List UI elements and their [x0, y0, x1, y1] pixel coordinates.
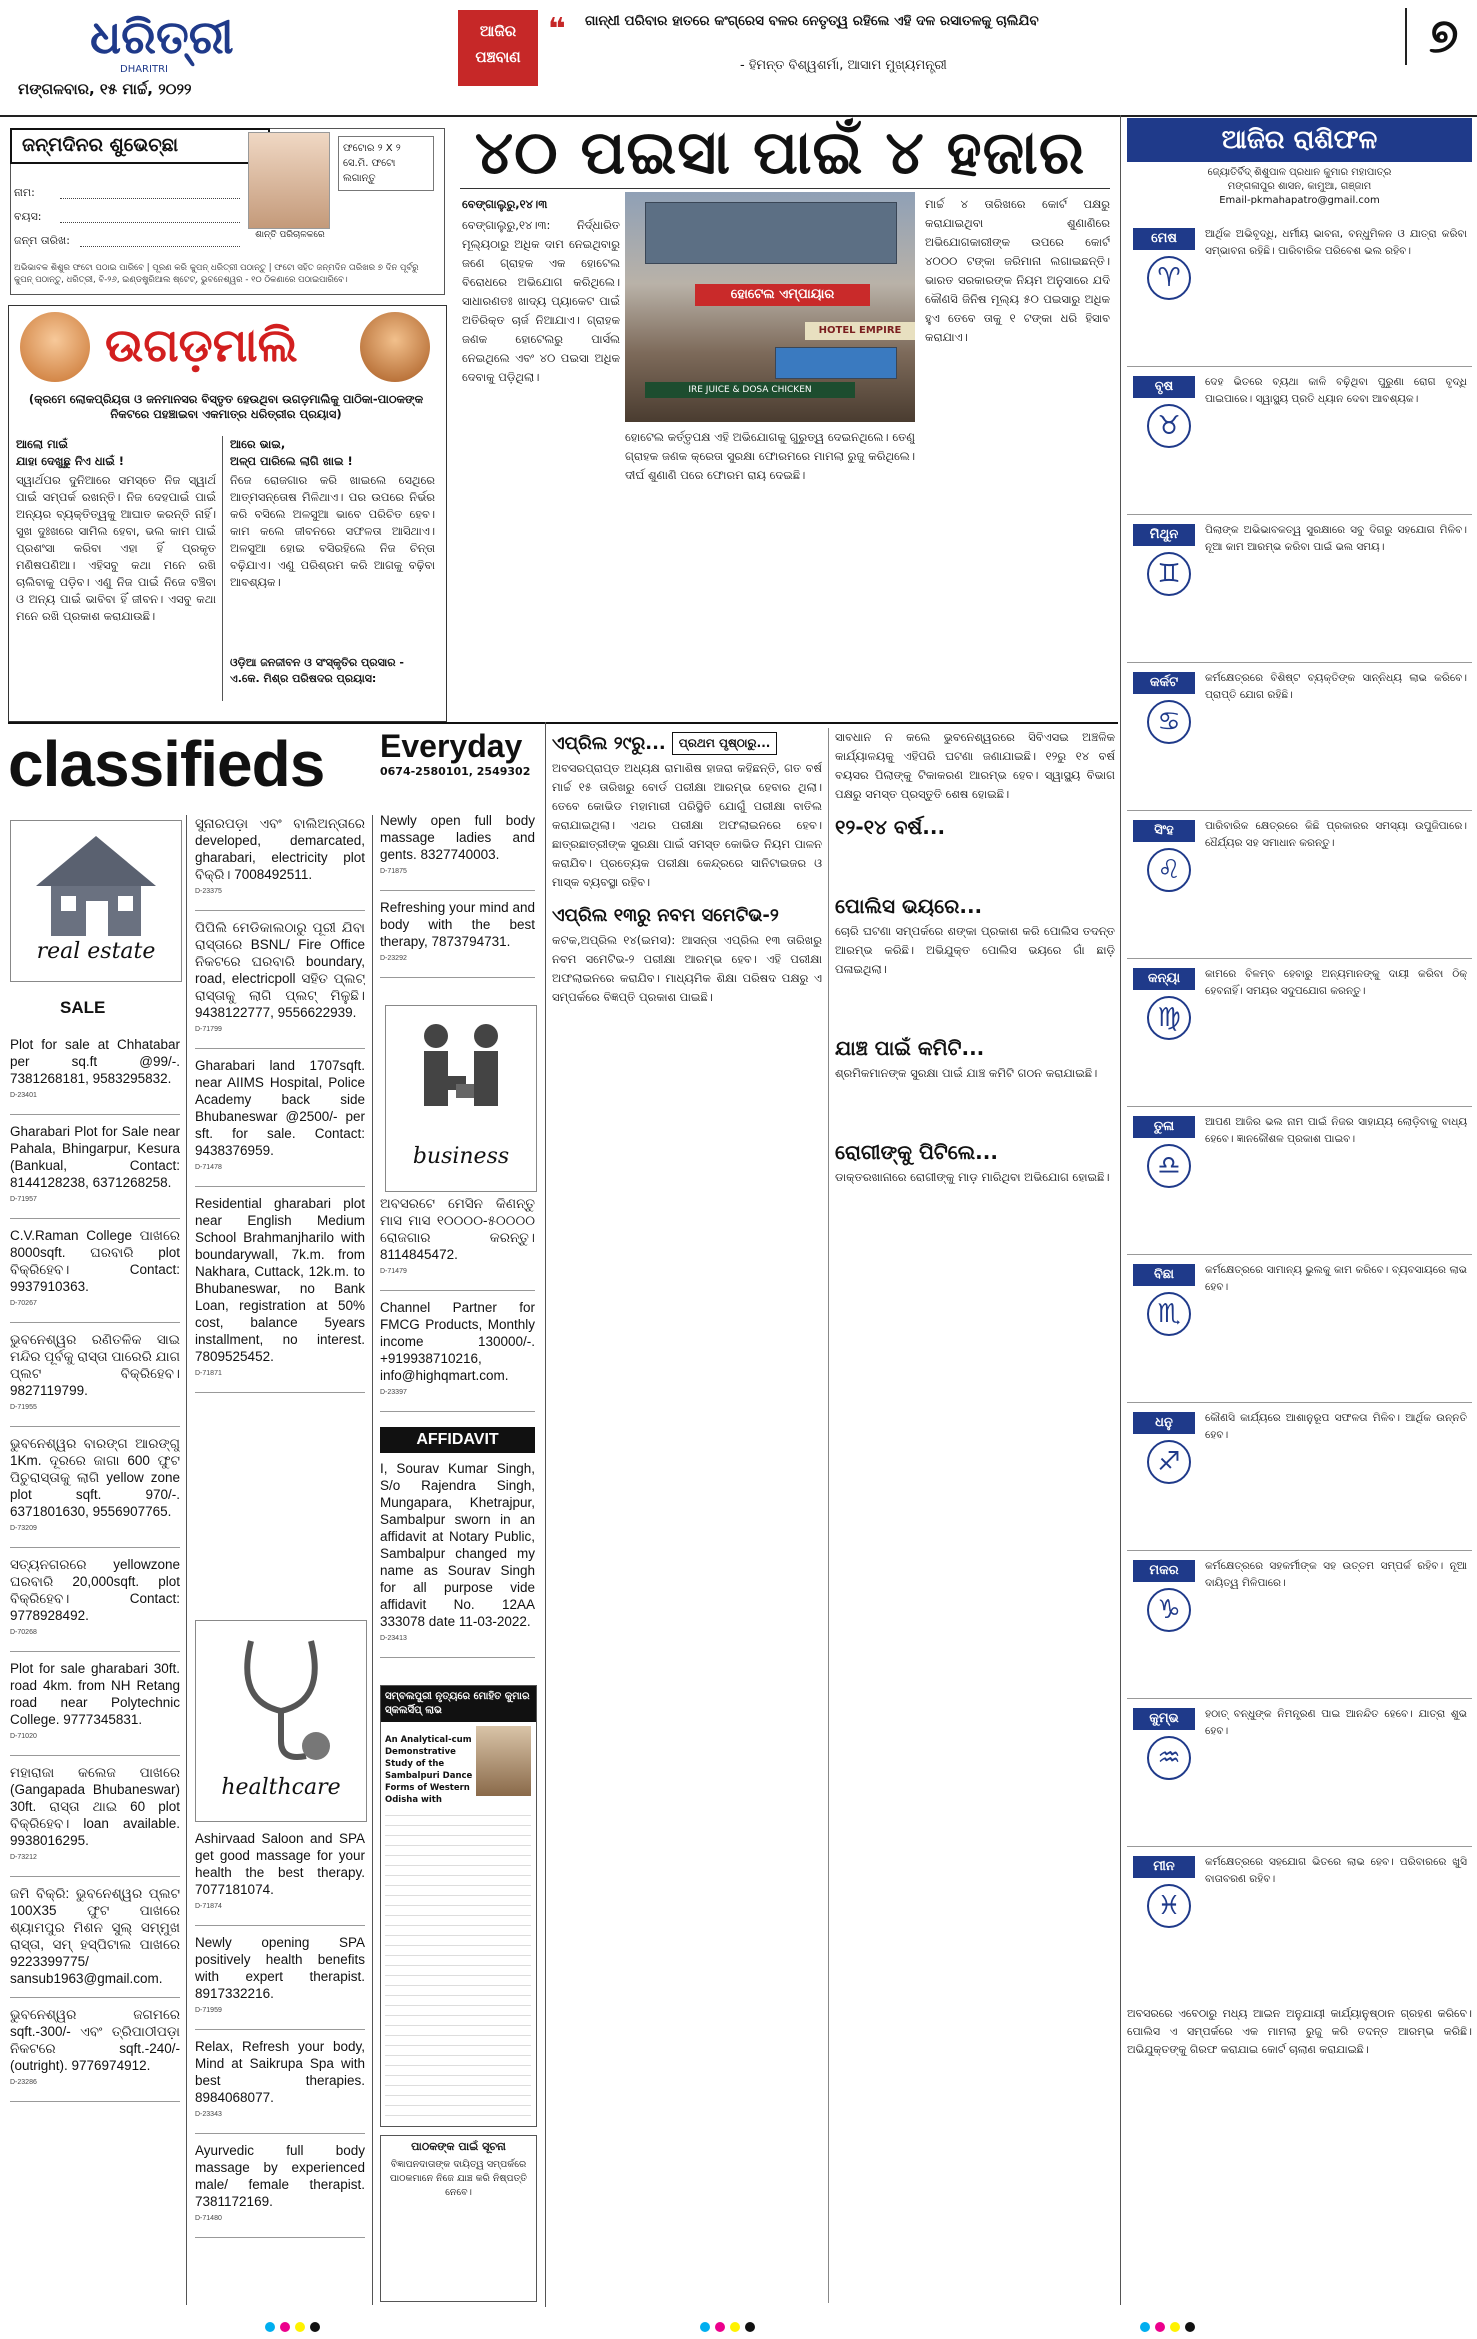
classified-ad[interactable]: [195, 815, 365, 900]
hotel-sign-odia: ହୋଟେଲ ଏମ୍ପାୟାର: [695, 284, 870, 306]
classified-ad-code: D-71957: [10, 1196, 37, 1203]
ugamali-right-column: [230, 436, 435, 651]
birthday-field-age: ବୟସ:: [14, 210, 42, 223]
classified-ad-code: D-71480: [195, 2215, 222, 2222]
rashi-row: [1127, 370, 1472, 510]
classified-ad-code: D-71959: [195, 2007, 222, 2014]
rashi-row: [1127, 666, 1472, 806]
ads-column-3b: [380, 1195, 535, 1425]
rashi-row: [1127, 1406, 1472, 1546]
classified-ad[interactable]: [10, 1660, 180, 1745]
rashi-name: ସିଂହ: [1133, 820, 1195, 842]
ad-separator: [380, 1657, 535, 1658]
registration-dot-black-2: [745, 2322, 755, 2332]
dateline: ମଙ୍ଗଳବାର, ୧୫ ମାର୍ଚ୍ଚ, ୨୦୨୨: [18, 80, 192, 98]
lead-col-1-text: ବେଙ୍ଗାଲୁରୁ,୧୪।୩: ନିର୍ଦ୍ଧାରିତ ମୂଲ୍ୟଠାରୁ ଅଧିକ ଦାମ ନେଇଥିବାରୁ ଜଣେ ଗ୍ରାହକ ଏକ ହୋଟେଲ ବିରୋଧରେ ଅଭିଯୋଗ କରିଥିଲେ। ସାଧାରଣତଃ ଖାଦ୍ୟ ପ୍ୟାକେଟ ପାଇଁ ଅତିରିକ୍ତ ଚାର୍ଜ ନିଆଯାଏ। ଗ୍ରାହକ ଜଣକ ହୋଟେଲରୁ ପାର୍ସଲ ନେଇଥିଲେ ଏବଂ ୪୦ ପଇସା ଅଧିକ ଦେବାକୁ ପଡ଼ିଥିଲା।: [462, 218, 620, 384]
registration-dot-black: [310, 2322, 320, 2332]
continued-sub-3: ପୋଲିସ ଭୟରେ...: [835, 894, 983, 918]
classified-ad[interactable]: [380, 899, 535, 967]
continued-divider: [545, 722, 546, 2307]
cartoon-face-right-icon: [360, 312, 430, 382]
rashi-name: କର୍କଟ: [1133, 672, 1195, 694]
registration-dot-cyan: [265, 2322, 275, 2332]
classifieds-title: classifieds: [8, 728, 325, 800]
classified-ad-text: ସୁନାରପଡ଼ା ଏବଂ ବାଲିଅନ୍ତାରେ developed, demarcated, gharabari, electricity plot ବିକ୍ରି। 7008492511.: [195, 816, 365, 882]
newspaper-logo-sub: DHARITRI: [120, 64, 168, 75]
continued-sub-5: ରୋଗୀଙ୍କୁ ପିଟିଲେ...: [835, 1140, 998, 1164]
quote-text: ଗାନ୍ଧୀ ପରିବାର ହାତରେ କଂଗ୍ରେସ ବଳର ନେତୃତ୍ୱ ରହିଲେ ଏହି ଦଳ ରସାତଳକୁ ଚାଲିଯିବ: [585, 13, 1039, 29]
rashi-row: [1127, 814, 1472, 954]
rashi-name: ବୃଷ: [1133, 376, 1195, 398]
classified-ad[interactable]: [10, 1227, 180, 1312]
ad-separator: [380, 890, 535, 891]
classified-ad[interactable]: [10, 2006, 180, 2091]
continued-divider-2: [828, 728, 829, 2303]
author-photo: [476, 1726, 531, 1796]
ads-divider-1: [186, 815, 187, 2305]
registration-dot-cyan-3: [1140, 2322, 1150, 2332]
rashi-separator: [1127, 1106, 1472, 1107]
ad-separator: [10, 1997, 180, 1998]
rashi-name: ବିଛା: [1133, 1264, 1195, 1286]
classified-ad[interactable]: [10, 1036, 180, 1104]
lead-col-2: [625, 428, 915, 715]
ad-separator: [380, 977, 535, 978]
ads-column-1: [10, 1036, 180, 2306]
birthday-line-age[interactable]: [60, 222, 240, 223]
classified-ad-text: ଭୁବନେଶ୍ୱର ଜଗମରେ sqft.-300/- ଏବଂ ତ୍ରିପାଠୀପଡ଼ା ନିକଟରେ sqft.-240/- (outright). 9776974912.: [10, 2007, 180, 2073]
rashi-text: କାମରେ ବିଳମ୍ବ ହେବାରୁ ଅନ୍ୟମାନଙ୍କୁ ଦାୟୀ କରିବା ଠିକ୍ ହେବନାହିଁ। ସମୟର ସଦୁପଯୋଗ କରନ୍ତୁ।: [1205, 968, 1467, 997]
classified-ad[interactable]: [10, 1331, 180, 1416]
rashi-separator: [1127, 662, 1472, 663]
zodiac-icon: ♊: [1147, 552, 1191, 596]
lead-col-3: [925, 195, 1110, 715]
classified-ad-text: C.V.Raman College ପାଖରେ 8000sqft. ଘରବାରି plot ବିକ୍ରିହେବ। Contact: 9937910363.: [10, 1228, 180, 1294]
rashi-text: ଦେହ ଭିତରେ ବ୍ୟଥା କାଳି ବଢ଼ିଥିବା ପୁରୁଣା ରୋଗ ବୃଦ୍ଧି ପାଇପାରେ। ସ୍ୱାସ୍ଥ୍ୟ ପ୍ରତି ଧ୍ୟାନ ଦେବା ଆବଶ୍ୟକ।: [1205, 376, 1467, 405]
book-text: An Analytical-cum Demonstrative Study of the Sambalpuri Dance Forms of Western Odisha with: [385, 1735, 473, 1805]
classified-ad-code: D-23375: [195, 888, 222, 895]
book-box: [380, 1685, 537, 2127]
classified-ad-code: D-23413: [380, 1635, 407, 1642]
classified-ad-text: Ashirvaad Saloon and SPA get good massage for your health the best therapy. 7077181074.: [195, 1831, 365, 1897]
rashi-separator: [1127, 514, 1472, 515]
rashi-row: [1127, 518, 1472, 658]
zodiac-icon: ♒: [1147, 1736, 1191, 1780]
classifieds-everyday: [380, 728, 535, 780]
ad-separator: [10, 1876, 180, 1877]
registration-dot-black-3: [1185, 2322, 1195, 2332]
classified-ad[interactable]: [380, 1460, 535, 1647]
rashi-separator: [1127, 1254, 1472, 1255]
rashiphala-author: ଜ୍ୟୋତିର୍ବିଦ୍ ଶିଶୁପାଳ ପ୍ରଧାନ କୁମାର ମହାପାତ୍ର ମଙ୍ଗଳାପୁର ଶାସନ, କାମୁଆ, ଗଞ୍ଜାମ Email-pkmahapatro@gmail.com: [1207, 167, 1392, 206]
classified-ad[interactable]: [195, 1057, 365, 1176]
rashi-name: କନ୍ୟା: [1133, 968, 1195, 990]
birthday-photo-info: ଫଟୋର ୨ X ୨ ସେ.ମି. ଫଟୋ ଲଗାନ୍ତୁ: [338, 136, 434, 191]
birthday-line-name[interactable]: [60, 198, 240, 199]
rashi-row: [1127, 1258, 1472, 1398]
page-number: ୭: [1405, 8, 1458, 65]
registration-dot-magenta-2: [715, 2322, 725, 2332]
ad-separator: [380, 1290, 535, 1291]
continued-sub-4: ଯାଞ୍ଚ ପାଇଁ କମିଟି...: [835, 1036, 985, 1060]
zodiac-icon: ♌: [1147, 848, 1191, 892]
classified-ad-code: D-71020: [10, 1733, 37, 1740]
classified-ad[interactable]: [195, 919, 365, 1038]
ad-separator: [380, 1411, 535, 1412]
registration-dot-yellow-3: [1170, 2322, 1180, 2332]
registration-dot-magenta-3: [1155, 2322, 1165, 2332]
rashi-separator: [1127, 366, 1472, 367]
rashi-text: ପିଲାଙ୍କ ଅଭିଭାବକତ୍ୱ ସୁରକ୍ଷାରେ ସବୁ ଦିଗରୁ ସହଯୋଗ ମିଳିବ। ନୂଆ କାମ ଆରମ୍ଭ କରିବା ପାଇଁ ଭଲ ସମୟ।: [1205, 524, 1467, 553]
lead-col-1: [462, 195, 620, 715]
cartoon-face-left-icon: [20, 312, 90, 382]
zodiac-icon: ♐: [1147, 1440, 1191, 1484]
ad-separator: [195, 1048, 365, 1049]
rashi-separator: [1127, 1698, 1472, 1699]
ad-separator: [195, 1925, 365, 1926]
birthday-field-dob: ଜନ୍ମ ତାରିଖ:: [14, 234, 70, 247]
classified-ad-code: D-71874: [195, 1903, 222, 1910]
ad-separator: [195, 2133, 365, 2134]
rashi-name: ମିଥୁନ: [1133, 524, 1195, 546]
rashi-separator: [1127, 810, 1472, 811]
classified-ad[interactable]: [195, 1830, 365, 1915]
rashiphala-footer-story: ଅବସରରେ ଏବେଠାରୁ ମଧ୍ୟ ଆଇନ ଅନୁଯାୟୀ କାର୍ଯ୍ୟାନୁଷ୍ଠାନ ଗ୍ରହଣ କରିବେ। ପୋଲିସ ଏ ସମ୍ପର୍କରେ ଏକ ମାମଲା ରୁଜୁ କରି ତଦନ୍ତ ଆରମ୍ଭ କରିଛି। ଅଭିଯୁକ୍ତଙ୍କୁ ଗିରଫ କରାଯାଇ କୋର୍ଟ ଚାଲାଣ କରାଯାଇଛି।: [1127, 2007, 1472, 2056]
continued-sub-1: ଏପ୍ରିଲ ୧୩ରୁ ନବମ ସମେଟିଭ-୨: [552, 905, 779, 926]
classified-ad-text: Residential gharabari plot near English Medium School Brahmanjharilo with boundarywall, 7k.m. from Nakhara, Cuttack, 12k.m. to Bhubaneswar, no Bank Loan, registration at 50% cost, balance 5years installment, no interest. 7809525452.: [195, 1196, 365, 1364]
ad-separator: [10, 1651, 180, 1652]
rashi-text: କର୍ମକ୍ଷେତ୍ରରେ ସହଯୋଗ ଭିତରେ ଲାଭ ହେବ। ପରିବାରରେ ଖୁସି ବାତାବରଣ ରହିବ।: [1205, 1856, 1467, 1885]
zodiac-icon: ♈: [1147, 256, 1191, 300]
continued-col-1-text: ଅବସରପ୍ରାପ୍ତ ଅଧ୍ୟକ୍ଷ ରାମାଶିଷ ହାଜରା କହିଛନ୍ତି, ଗତ ବର୍ଷ ମାର୍ଚ୍ଚ ୧୫ ତାରିଖରୁ ବୋର୍ଡ ପରୀକ୍ଷା ଆରମ୍ଭ ହେବାର ଥିଲା। ତେବେ କୋଭିଡ ମହାମାରୀ ପରିସ୍ଥିତି ଯୋଗୁଁ ପରୀକ୍ଷା ବାତିଲ କରାଯାଇଥିଲା। ଏଥର ପରୀକ୍ଷା ଅଫଲାଇନରେ ହେବ। ଛାତ୍ରଛାତ୍ରୀଙ୍କ ସୁରକ୍ଷା ପାଇଁ ସମସ୍ତ କୋଭିଡ ନିୟମ ପାଳନ କରାଯିବ। ପ୍ରତ୍ୟେକ ପରୀକ୍ଷା କେନ୍ଦ୍ରରେ ସାନିଟାଇଜର ଓ ମାସ୍କ ବ୍ୟବସ୍ଥା ରହିବ।: [552, 761, 822, 889]
house-icon: [11, 821, 181, 941]
continued-col-1: [552, 728, 822, 2303]
rashi-row: [1127, 1850, 1472, 1990]
classified-ad-text: ଅବସରଟେ ମେସିନ କିଣନ୍ତୁ ମାସ ମାସ ୧୦୦୦୦-୫୦୦୦୦ ରୋଜଗାର କରନ୍ତୁ। 8114845472.: [380, 1196, 535, 1262]
rashi-text: କର୍ମକ୍ଷେତ୍ରରେ ବିଶିଷ୍ଟ ବ୍ୟକ୍ତିଙ୍କ ସାନ୍ନିଧ୍ୟ ଲାଭ କରିବେ। ପ୍ରାପ୍ତି ଯୋଗ ରହିଛି।: [1205, 672, 1467, 701]
today-label-2: ପଞ୍ଚବାଣ: [475, 48, 521, 66]
hotel-window-upper: [645, 202, 897, 264]
classified-ad[interactable]: [195, 1195, 365, 1382]
rashi-name: ତୁଳା: [1133, 1116, 1195, 1138]
lead-dateline: ବେଙ୍ଗାଲୁରୁ,୧୪।୩: [462, 197, 548, 211]
classified-ad-code: D-70268: [10, 1629, 37, 1636]
rashi-row: [1127, 962, 1472, 1102]
classified-ad[interactable]: [195, 2038, 365, 2123]
classified-ad[interactable]: [380, 1299, 535, 1401]
birthday-note: ଅଭିଭାବକ ଶିଶୁର ଫଟୋ ପଠାଇ ପାରିବେ | ପୂରଣ କରି କୁପନ୍ ଧରିତ୍ରୀ ପଠାନ୍ତୁ | ଫଟୋ ସହିତ ଜନ୍ମଦିନ ତାରିଖର ୭ ଦିନ ପୂର୍ବରୁ କୁପନ୍ ପଠାନ୍ତୁ, ଧରିତ୍ରୀ, ବି-୨୬, ଇଣ୍ଡଷ୍ଟ୍ରିଆଲ ଷ୍ଟେଟ୍, ଭୁବନେଶ୍ୱର - ୧୦ ଠିକଣାରେ ପଠାଇପାରିବେ।: [14, 263, 419, 285]
everyday-label: Everyday: [380, 728, 523, 764]
zodiac-icon: ♑: [1147, 1588, 1191, 1632]
ad-separator: [10, 1322, 180, 1323]
rashi-row: [1127, 222, 1472, 362]
rashiphala-title: ଆଜିର ରାଶିଫଳ: [1127, 118, 1472, 162]
classified-ad-text: ଭୁବନେଶ୍ୱର ରଣିତଳିକ ସାଇ ମନ୍ଦିର ପୂର୍ବକୁ ରାସ୍ତା ପାରେରି ଯାଗ ପ୍ଲଟ ବିକ୍ରିହେବ। 9827119799.: [10, 1332, 180, 1398]
registration-dot-yellow-2: [730, 2322, 740, 2332]
lead-col-3-text: ମାର୍ଚ୍ଚ ୪ ତାରିଖରେ କୋର୍ଟ ପକ୍ଷରୁ କରାଯାଇଥିବା ଶୁଣାଣିରେ ଅଭିଯୋଗକାରୀଙ୍କ ଉପରେ କୋର୍ଟ ୪୦୦୦ ଟଙ୍କା ଜରିମାନା ଲଗାଇଛନ୍ତି। ଭାରତ ସରକାରଙ୍କ ନିୟମ ଅନୁସାରେ ଯଦି କୌଣସି ଜିନିଷ ମୂଲ୍ୟ ୫୦ ପଇସାରୁ ଅଧିକ ହୁଏ ତେବେ ତାକୁ ୧ ଟଙ୍କା ଧରି ହିସାବ କରାଯାଏ।: [925, 197, 1110, 344]
classifieds-top-rule: [8, 722, 1118, 724]
book-body-text-block: [385, 1806, 531, 2116]
real-estate-label: real estate: [36, 939, 156, 964]
from-first-page-tag[interactable]: ପ୍ରଥମ ପୃଷ୍ଠାରୁ...: [672, 732, 778, 755]
classified-ad-text: I, Sourav Kumar Singh, S/o Rajendra Singh, Mungapara, Khetrajpur, Sambalpur sworn in an affidavit at Notary Public, Sambalpur changed my name as Sourav Singh for all purpose vide affidavit No. 12AA 333078 date 11-03-2022.: [380, 1461, 535, 1629]
classified-ad-text: ସତ୍ୟନଗରରେ yellowzone ଘରବାରି 20,000sqft. plot ବିକ୍ରିହେବ। Contact: 9778928492.: [10, 1557, 180, 1623]
rashi-separator: [1127, 1402, 1472, 1403]
classified-ad-code: D-73209: [10, 1525, 37, 1532]
zodiac-icon: ♏: [1147, 1292, 1191, 1336]
classified-ad-text: Plot for sale gharabari 30ft. road 4km. from NH Retang road near Polytechnic College. 9777345831.: [10, 1661, 180, 1727]
ugamali-footer: ଓଡ଼ିଆ ଜନଜୀବନ ଓ ସଂସ୍କୃତିର ପ୍ରସାର - ଏ.କେ. ମିଶ୍ର ପରିଷଦର ପ୍ରୟାସ:: [230, 656, 404, 685]
zodiac-icon: ♎: [1147, 1144, 1191, 1188]
classifieds-phone[interactable]: 0674-2580101, 2549302: [380, 765, 531, 778]
classified-ad-code: D-70267: [10, 1300, 37, 1307]
classified-ad-text: Gharabari land 1707sqft. near AIIMS Hospital, Police Academy back side Bhubaneswar @2500/- per sft. for sale. Contact: 9438376959.: [195, 1058, 365, 1158]
classified-ad[interactable]: [195, 2142, 365, 2227]
rashi-divider: [1120, 115, 1121, 2305]
classified-ad-text: Plot for sale at Chhatabar per sq.ft @99/-. 7381268181, 9583295832.: [10, 1037, 180, 1086]
ugamali-right-body: ନିଜେ ରୋଜଗାର କରି ଖାଇଲେ ସେଥିରେ ଆତ୍ମସନ୍ତୋଷ ମିଳିଥାଏ। ପର ଉପରେ ନିର୍ଭର କରି ବସିଲେ ଅଳସୁଆ ଭାବେ ପରିଚିତ ହେବ। କାମ କଲେ ଜୀବନରେ ସଫଳତା ଆସିଥାଏ। ଅଳସୁଆ ହୋଇ ବସିରହିଲେ ନିଜ ଚିନ୍ତା ବଢ଼ିଯାଏ। ଏଣୁ ପରିଶ୍ରମ କରି ଆଗକୁ ବଢ଼ିବା ଆବଶ୍ୟକ।: [230, 473, 435, 589]
classified-ad-code: D-23343: [195, 2111, 222, 2118]
ad-separator: [10, 1218, 180, 1219]
business-label: business: [412, 1144, 510, 1169]
hotel-billboard: [775, 347, 897, 379]
ugamali-title: ଉଗଡ଼ମାଲି: [105, 318, 298, 372]
zodiac-icon: ♋: [1147, 700, 1191, 744]
registration-dot-magenta: [280, 2322, 290, 2332]
zodiac-icon: ♓: [1147, 1884, 1191, 1928]
hotel-photo: [625, 192, 915, 422]
classified-ad[interactable]: [10, 1435, 180, 1537]
ads-divider-2: [372, 815, 373, 2305]
ugamali-right-head: ଆରେ ଭାଇ, ଅଳ୍ପ ପାରିଲେ ଲାଗି ଖାଇ !: [230, 437, 353, 468]
affidavit-heading: AFFIDAVIT: [380, 1427, 535, 1453]
healthcare-label: healthcare: [221, 1775, 341, 1800]
zodiac-icon: ♍: [1147, 996, 1191, 1040]
classified-ad-code: D-23397: [380, 1389, 407, 1396]
rashi-name: ମୀନ: [1133, 1856, 1195, 1878]
classified-ad-code: D-23401: [10, 1092, 37, 1099]
ad-separator: [10, 1426, 180, 1427]
registration-dot-yellow: [295, 2322, 305, 2332]
rashi-separator: [1127, 1846, 1472, 1847]
rashi-text: ହଠାତ୍ ବନ୍ଧୁଙ୍କ ନିମନ୍ତ୍ରଣ ପାଇ ଆନନ୍ଦିତ ହେବେ। ଯାତ୍ରା ଶୁଭ ହେବ।: [1205, 1708, 1467, 1737]
rashi-row: [1127, 1554, 1472, 1694]
birthday-field-name: ନାମ:: [14, 186, 35, 199]
classified-ad-text: Relax, Refresh your body, Mind at Saikrupa Spa with best therapies. 8984068077.: [195, 2039, 365, 2105]
quote-author: - ହିମନ୍ତ ବିଶ୍ୱଶର୍ମା, ଆସାମ ମୁଖ୍ୟମନ୍ତ୍ରୀ: [740, 58, 947, 73]
classified-ad-text: ମହାରାଜା କଲେଜ ପାଖରେ (Gangapada Bhubaneswar) 30ft. ରାସ୍ତା ଥାଇ 60 plot ବିକ୍ରିହେବ। loan available. 9938016295.: [10, 1765, 180, 1848]
newspaper-logo[interactable]: ଧରିତ୍ରୀ: [90, 10, 234, 64]
birthday-photo: [248, 132, 330, 229]
rashi-row: [1127, 1702, 1472, 1842]
healthcare-box: [195, 1620, 367, 1822]
rashi-separator: [1127, 1550, 1472, 1551]
classified-ad[interactable]: [10, 1123, 180, 1208]
classified-ad-code: D-71875: [380, 868, 407, 875]
continued-col-2-text: ସାବଧାନ ନ କଲେ ଭୁବନେଶ୍ୱରରେ ସିବିଏସଇ ଅଞ୍ଚଳିକ କାର୍ଯ୍ୟାଳୟକୁ ଏହିପରି ଘଟଣା ଜଣାଯାଇଛି। ୧୨ରୁ ୧୪ ବର୍ଷ ବୟସର ପିଲାଙ୍କୁ ଟିକାକରଣ ଆରମ୍ଭ ହେବ। ସ୍ୱାସ୍ଥ୍ୟ ବିଭାଗ ପକ୍ଷରୁ ସମସ୍ତ ପ୍ରସ୍ତୁତି ଶେଷ ହୋଇଛି।: [835, 730, 1115, 801]
classified-ad-code: D-73212: [10, 1854, 37, 1861]
ad-separator: [195, 1186, 365, 1187]
ad-separator: [195, 910, 365, 911]
rashi-text: ଆର୍ଥିକ ଅଭିବୃଦ୍ଧି, ଧର୍ମୀୟ ଭାବନା, ବନ୍ଧୁମିଳନ ଓ ଯାତ୍ରା କରିବା ସମ୍ଭାବନା ରହିଛି। ପାରିବାରିକ ପରିବେଶ ଭଲ ରହିବ।: [1205, 228, 1467, 257]
classified-ad-text: Refreshing your mind and body with the best therapy, 7873794731.: [380, 900, 535, 949]
rashi-separator: [1127, 958, 1472, 959]
classified-ad-text: ଭୁବନେଶ୍ୱର ବାରଙ୍ଗ ଆରଙ୍ଗୁ 1Km. ଦୂରରେ ଜାଗା 600 ଫୁଟ ପିଚୁରାସ୍ତାକୁ ଲାଗି yellow zone plot sqft. 970/-. 6371801630, 9556907765.: [10, 1436, 180, 1519]
today-label-1: ଆଜିର: [479, 22, 517, 40]
sale-heading: SALE: [60, 998, 106, 1017]
ugamali-divider: [222, 436, 223, 701]
rashi-text: ପାରିବାରିକ କ୍ଷେତ୍ରରେ କିଛି ପ୍ରକାରର ସମସ୍ୟା ଉପୁଜିପାରେ। ଧୈର୍ଯ୍ୟର ସହ ସମାଧାନ କରନ୍ତୁ।: [1205, 820, 1467, 849]
classified-ad-text: Gharabari Plot for Sale near Pahala, Bhingarpur, Kesura (Bankual, Contact: 8144128238, 6371268258.: [10, 1124, 180, 1190]
classified-ad-text: Channel Partner for FMCG Products, Monthly income 130000/-. +919938710216, info@highqmart.com.: [380, 1300, 535, 1383]
continued-col-2c-text: ଶ୍ରମିକମାନଙ୍କ ସୁରକ୍ଷା ପାଇଁ ଯାଞ୍ଚ କମିଟି ଗଠନ କରାଯାଇଛି।: [835, 1066, 1098, 1080]
lead-headline[interactable]: ୪୦ ପଇସା ପାଇଁ ୪ ହଜାର: [474, 118, 1086, 188]
reader-notice-title: ପାଠକଙ୍କ ପାଇଁ ସୂଚନା: [411, 2140, 506, 2153]
classified-ad-text: ପିପିଲି ମେଡିକାଲଠାରୁ ପୂରୀ ଯିବା ରାସ୍ତାରେ BSNL/ Fire Office ନିକଟରେ ଘରବାରି boundary, road, electricpoll ସହିତ ପ୍ଲଟ୍ ରାସ୍ତାକୁ ଲାଗି ପ୍ଲଟ୍ ମିଳୁଛି। 9438122777, 9556622939.: [195, 920, 365, 1020]
continued-col-2: [835, 728, 1115, 2303]
classified-ad[interactable]: [195, 1934, 365, 2019]
continued-sub-2: ୧୨-୧୪ ବର୍ଷ...: [835, 815, 946, 839]
business-people-icon: [386, 1006, 536, 1146]
rashi-text: କର୍ମକ୍ଷେତ୍ରରେ ସହକର୍ମୀଙ୍କ ସହ ଉତ୍ତମ ସମ୍ପର୍କ ରହିବ। ନୂଆ ଦାୟିତ୍ୱ ମିଳିପାରେ।: [1205, 1560, 1467, 1589]
quote-icon: ❝: [548, 12, 566, 47]
ad-separator: [195, 2237, 365, 2238]
rashi-name: ଧନୁ: [1133, 1412, 1195, 1434]
real-estate-box: [10, 820, 182, 982]
reader-notice-text: ବିଜ୍ଞାପନଦାତାଙ୍କ ଦାୟିତ୍ୱ ସମ୍ପର୍କରେ ପାଠକମାନେ ନିଜେ ଯାଞ୍ଚ କରି ନିଷ୍ପତ୍ତି ନେବେ।: [389, 2159, 528, 2198]
ad-separator: [10, 1114, 180, 1115]
hotel-sign-english: HOTEL EMPIRE: [805, 322, 915, 340]
lead-col-2-text: ହୋଟେଲ କର୍ତ୍ତୃପକ୍ଷ ଏହି ଅଭିଯୋଗକୁ ଗୁରୁତ୍ୱ ଦେଇନଥିଲେ। ତେଣୁ ଗ୍ରାହକ ଜଣକ କ୍ରେତା ସୁରକ୍ଷା ଫୋରମରେ ମାମଲା ରୁଜୁ କରିଥିଲେ। ଦୀର୍ଘ ଶୁଣାଣି ପରେ ଫୋରମ ରାୟ ଦେଇଛି।: [625, 430, 915, 482]
classified-ad-code: D-71479: [380, 1268, 407, 1275]
continued-col-1b-text: କଟକ,ଅପ୍ରିଲ ୧୪(ଇମସ): ଆସନ୍ତା ଏପ୍ରିଲ ୧୩ ତାରିଖରୁ ନବମ ସମେଟିଭ-୨ ପରୀକ୍ଷା ଆରମ୍ଭ ହେବ। ଏହି ପରୀକ୍ଷା ଅଫଲାଇନରେ କରାଯିବ। ମାଧ୍ୟମିକ ଶିକ୍ଷା ପରିଷଦ ପକ୍ଷରୁ ଏ ସମ୍ପର୍କରେ ବିଜ୍ଞପ୍ତି ପ୍ରକାଶ ପାଇଛି।: [552, 933, 822, 1004]
continued-col-2d-text: ଡାକ୍ତରଖାନାରେ ରୋଗୀଙ୍କୁ ମାଡ଼ ମାରିଥିବା ଅଭିଯୋଗ ହୋଇଛି।: [835, 1170, 1110, 1184]
ugamali-left-column: [16, 436, 216, 706]
classified-ad-code: D-71799: [195, 1026, 222, 1033]
rashi-name: ମକର: [1133, 1560, 1195, 1582]
rashi-text: ଆପଣ ଆଜିର ଭଲ ନାମ ପାଇଁ ନିଜର ସାହାଯ୍ୟ ଲୋଡ଼ିବାକୁ ବାଧ୍ୟ ହେବେ। ଜ୍ଞାନକୌଶଳ ପ୍ରକାଶ ପାଇବ।: [1205, 1116, 1467, 1145]
ad-separator: [10, 2101, 180, 2102]
ad-separator: [195, 2029, 365, 2030]
ads-column-2: [195, 815, 365, 1615]
birthday-photo-caption: ଶାନ୍ତି ପରିଚାଳକରେ: [255, 230, 325, 240]
classified-ad[interactable]: [380, 812, 535, 880]
rashi-row: [1127, 1110, 1472, 1250]
ads-column-3a: [380, 812, 535, 1002]
ads-column-2b: [195, 1830, 365, 2310]
ad-separator: [10, 1755, 180, 1756]
continued-col-2b-text: ଚୋରି ଘଟଣା ସମ୍ପର୍କରେ ଶଙ୍କା ପ୍ରକାଶ କରି ପୋଲିସ ତଦନ୍ତ ଆରମ୍ଭ କରିଛି। ଅଭିଯୁକ୍ତ ପୋଲିସ ଭୟରେ ଗାଁ ଛାଡ଼ି ପଳାଇଥିଲା।: [835, 924, 1115, 976]
zodiac-icon: ♉: [1147, 404, 1191, 448]
rashi-text: କୌଣସି କାର୍ଯ୍ୟରେ ଆଶାନୁରୂପ ସଫଳତା ମିଳିବ। ଆର୍ଥିକ ଉନ୍ନତି ହେବ।: [1205, 1412, 1467, 1441]
ugamali-subtitle: (କ୍ରମେ ଲୋକପ୍ରିୟତା ଓ ଜନମାନସର ବିସ୍ତୃତ ହେଉଥିବା ଉଗଡ଼ମାଲିକୁ ପାଠିକା-ପାଠକଙ୍କ ନିକଟରେ ପହଞ୍ଚାଇବା ଏକମାତ୍ର ଧରିତ୍ରୀର ପ୍ରୟାସ): [28, 392, 424, 421]
business-box: [385, 1005, 537, 1192]
classified-ad-text: ଜମି ବିକ୍ରି: ଭୁବନେଶ୍ୱର ପ୍ଲଟ 100X35 ଫୁଟ ପାଖରେ ଶ୍ୟାମପୁର ମିଶନ ସୁଲ୍ ସମ୍ମୁଖ ରାସ୍ତା, ସମ୍ ହସ୍ପିଟାଲ ପାଖରେ 9223399775/ sansub1963@gmail.com.: [10, 1886, 180, 1986]
headline-rule: [460, 188, 1110, 189]
classified-ad-code: D-71955: [10, 1404, 37, 1411]
continued-head-1: ଏପ୍ରିଲ ୨୯ରୁ...: [552, 733, 666, 754]
ads-column-3c: [380, 1460, 535, 1680]
classified-ad[interactable]: [10, 1764, 180, 1866]
birthday-line-dob[interactable]: [80, 246, 240, 247]
reader-notice-box: [380, 2135, 537, 2302]
rashi-name: କୁମ୍ଭ: [1133, 1708, 1195, 1730]
classified-ad-text: Newly opening SPA positively health benefits with expert therapist. 8917332216.: [195, 1935, 365, 2001]
classified-ad-text: Newly open full body massage ladies and gents. 8327740003.: [380, 813, 535, 862]
rashi-text: କର୍ମକ୍ଷେତ୍ରରେ ସାମାନ୍ୟ ଭୁଲକୁ କାମ କରିବେ। ବ୍ୟବସାୟରେ ଲାଭ ହେବ।: [1205, 1264, 1467, 1293]
classified-ad-code: D-71478: [195, 1164, 222, 1171]
hotel-sign-juice: IRE JUICE & DOSA CHICKEN: [645, 382, 855, 398]
stethoscope-icon: [196, 1621, 366, 1771]
classified-ad-code: D-23292: [380, 955, 407, 962]
registration-dot-cyan-2: [700, 2322, 710, 2332]
classified-ad[interactable]: [10, 1556, 180, 1641]
classified-ad-code: D-71871: [195, 1370, 222, 1377]
classified-ad-text: Ayurvedic full body massage by experienced male/ female therapist. 7381172169.: [195, 2143, 365, 2209]
book-title: ସମ୍ବଲପୁରୀ ନୃତ୍ୟରେ ମୋହିତ କୁମାର ସ୍କଲର୍ସିପ୍ ଲାଭ: [381, 1686, 536, 1722]
classified-ad[interactable]: [10, 1885, 180, 1987]
classified-ad-code: D-23286: [10, 2079, 37, 2086]
ad-separator: [10, 1547, 180, 1548]
classified-ad[interactable]: [380, 1195, 535, 1280]
today-panchaban-box: [458, 10, 538, 86]
rashi-name: ମେଷ: [1133, 228, 1195, 250]
ugamali-left-body: ସ୍ୱାର୍ଥପର ଦୁନିଆରେ ସମସ୍ତେ ନିଜ ସ୍ୱାର୍ଥ ପାଇଁ ସମ୍ପର୍କ ରଖନ୍ତି। ନିଜ ଦେହପାଇଁ ପାଇଁ ଅନ୍ୟର ବ୍ୟକ୍ତିତ୍ୱକୁ ଆଘାତ କରନ୍ତି ନାହିଁ। ସୁଖ ଦୁଃଖରେ ସାମିଲ ହେବା, ଭଲ କାମ ପାଇଁ ପ୍ରଶଂସା କରିବା ଏହା ହିଁ ପ୍ରକୃତ ମଣିଷପଣିଆ। ଏହିସବୁ କଥା ମନେ ରଖି ଚାଲିବାକୁ ପଡ଼ିବ। ଏଣୁ ନିଜ ପାଇଁ ନିଜେ ବଞ୍ଚିବା ଓ ଅନ୍ୟ ପାଇଁ ଭାବିବା ହିଁ ଜୀବନ। ଏସବୁ କଥା ମନେ ରଖି ପ୍ରକାଶ କରାଯାଉଛି।: [16, 473, 216, 623]
ugamali-left-head: ଆଲୋ ମାଇଁ ଯାହା ଦେଖୁଛୁ ନିଏ ଧାଇଁ !: [16, 437, 125, 468]
ad-separator: [195, 1392, 365, 1393]
birthday-title: ଜନ୍ମଦିନର ଶୁଭେଚ୍ଛା: [10, 128, 270, 164]
